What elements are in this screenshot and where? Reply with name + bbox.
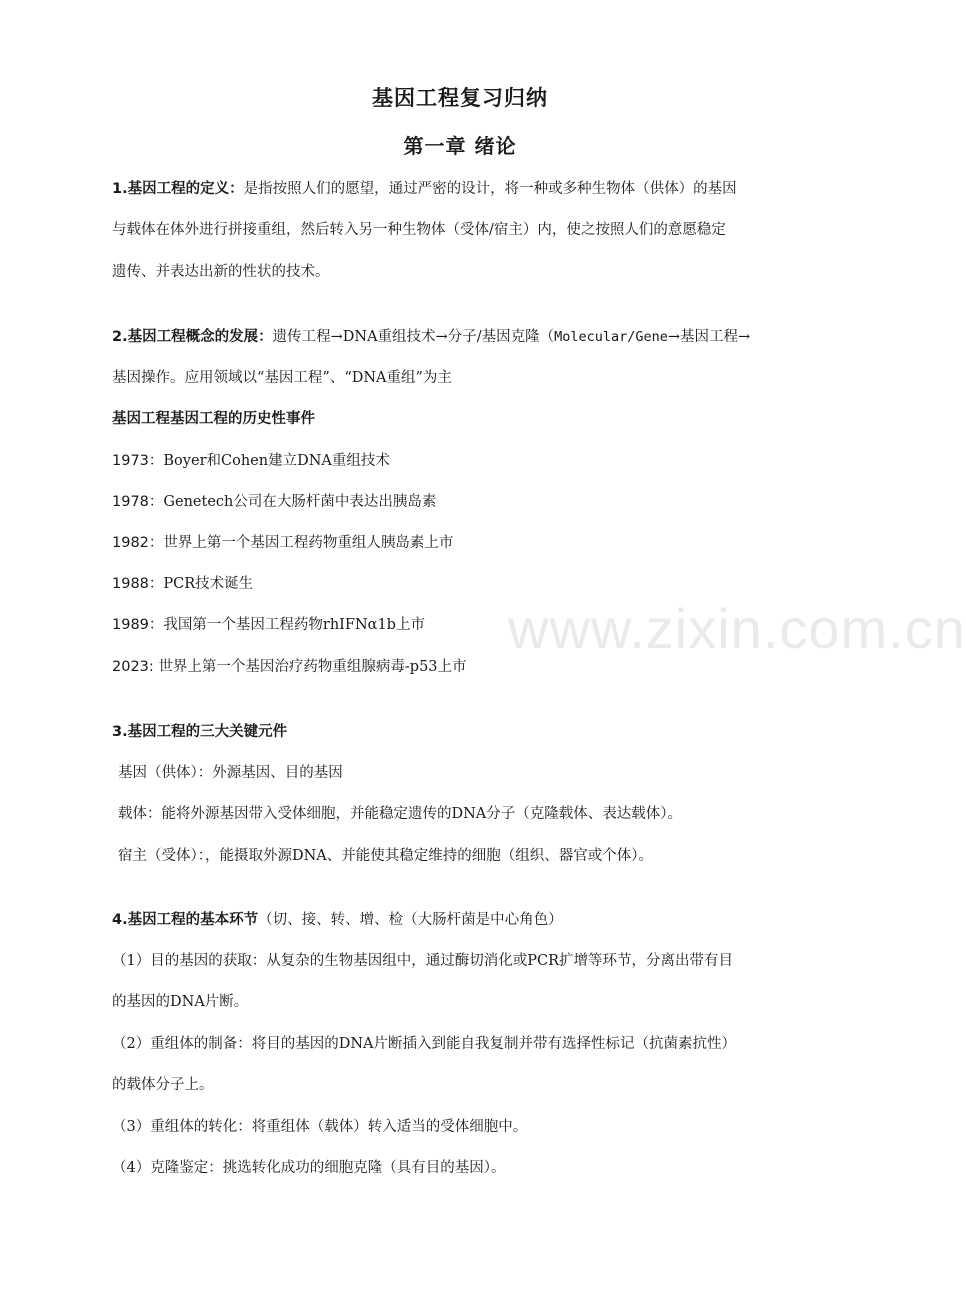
section-2-line-2: 基因操作。应用领域以“基因工程”、“DNA重组”为主 bbox=[112, 370, 452, 386]
event-year: 1989： bbox=[112, 617, 164, 633]
history-event bbox=[112, 656, 812, 678]
history-event bbox=[112, 573, 812, 595]
history-event bbox=[112, 532, 812, 554]
event-year: 2023: bbox=[112, 659, 159, 675]
event-text: 世界上第一个基因工程药物重组人胰岛素上市 bbox=[163, 535, 454, 551]
section-2-label: 2.基因工程概念的发展： bbox=[112, 329, 273, 345]
document-title: 基因工程复习归纳 bbox=[372, 85, 548, 110]
section-1-line-1 bbox=[112, 178, 812, 200]
section-4-step-4: （4）克隆鉴定：挑选转化成功的细胞克隆（具有目的基因）。 bbox=[112, 1160, 506, 1176]
event-text: 世界上第一个基因治疗药物重组腺病毒-p53上市 bbox=[158, 659, 467, 675]
section-1-label: 1.基因工程的定义： bbox=[112, 181, 244, 197]
section-4-step-1-line-2: 的基因的DNA片断。 bbox=[112, 994, 249, 1010]
history-heading: 基因工程基因工程的历史性事件 bbox=[112, 411, 315, 427]
section-4-step-2-line-2: 的载体分子上。 bbox=[112, 1077, 214, 1093]
section-1-text-1: 是指按照人们的愿望，通过严密的设计，将一种或多种生物体（供体）的基因 bbox=[243, 181, 737, 197]
history-event bbox=[112, 614, 812, 636]
history-event bbox=[112, 491, 812, 513]
section-2-text-1b: Molecular/Gene bbox=[554, 329, 668, 345]
event-text: Boyer和Cohen建立DNA重组技术 bbox=[163, 453, 390, 469]
section-1-line-2: 与载体在体外进行拼接重组，然后转入另一种生物体（受体/宿主）内，使之按照人们的意愿稳定 bbox=[112, 222, 726, 238]
event-text: PCR技术诞生 bbox=[163, 576, 254, 592]
section-1-line-3: 遗传、并表达出新的性状的技术。 bbox=[112, 264, 330, 280]
section-3-item: 基因（供体）：外源基因、目的基因 bbox=[118, 765, 343, 781]
watermark: www.zixin.com.cn bbox=[508, 597, 966, 660]
section-2-text-1a: 遗传工程→DNA重组技术→分子/基因克隆（ bbox=[272, 329, 555, 345]
event-year: 1988： bbox=[112, 576, 164, 592]
event-year: 1978： bbox=[112, 494, 164, 510]
section-2-line-1 bbox=[112, 326, 812, 348]
section-4-step-3: （3）重组体的转化：将重组体（载体）转入适当的受体细胞中。 bbox=[112, 1119, 528, 1135]
section-4-heading-note: （切、接、转、增、检（大肠杆菌是中心角色） bbox=[258, 912, 563, 928]
section-3-heading: 3.基因工程的三大关键元件 bbox=[112, 724, 288, 740]
event-text: Genetech公司在大肠杆菌中表达出胰岛素 bbox=[163, 494, 437, 510]
section-4-step-1-line-1: （1）目的基因的获取：从复杂的生物基因组中，通过酶切消化或PCR扩增等环节，分离出带有目 bbox=[112, 953, 733, 969]
history-event bbox=[112, 450, 812, 472]
event-year: 1982： bbox=[112, 535, 164, 551]
section-3-item: 载体：能将外源基因带入受体细胞，并能稳定遗传的DNA分子（克隆载体、表达载体）。 bbox=[118, 806, 683, 822]
event-text: 我国第一个基因工程药物rhIFNα1b上市 bbox=[163, 617, 425, 633]
chapter-title: 第一章 绪论 bbox=[403, 134, 517, 158]
section-4-heading: 4.基因工程的基本环节 bbox=[112, 912, 259, 928]
section-3-item: 宿主（受体）：，能摄取外源DNA、并能使其稳定维持的细胞（组织、器官或个体）。 bbox=[118, 848, 654, 864]
section-4-heading-line bbox=[112, 909, 812, 931]
section-4-step-2-line-1: （2）重组体的制备：将目的基因的DNA片断插入到能自我复制并带有选择性标记（抗菌素抗性） bbox=[112, 1036, 737, 1052]
section-2-text-1c: →基因工程→ bbox=[667, 329, 751, 345]
event-year: 1973： bbox=[112, 453, 164, 469]
